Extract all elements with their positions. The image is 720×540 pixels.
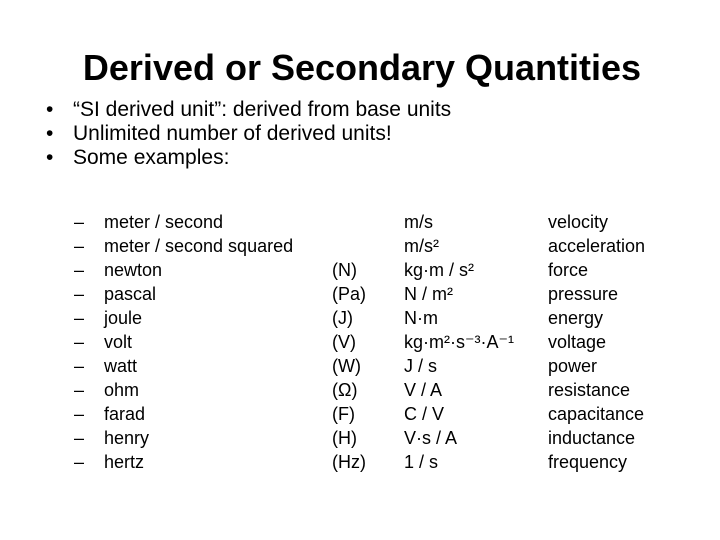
unit-expression: N / m²: [404, 284, 453, 304]
example-row: [0, 282, 720, 306]
dash-marker: –: [74, 284, 85, 304]
unit-symbol: (Ω): [332, 380, 358, 400]
unit-name: farad: [104, 404, 146, 424]
unit-name: pascal: [104, 284, 157, 304]
bullet-dot: •: [46, 98, 54, 121]
example-row: [0, 378, 720, 402]
unit-expression: N·m: [404, 308, 438, 328]
unit-symbol: (Hz): [332, 452, 366, 472]
dash-marker: –: [74, 260, 85, 280]
quantity-name: inductance: [548, 428, 636, 448]
unit-symbol: (J): [332, 308, 353, 328]
unit-expression: m/s²: [404, 236, 439, 256]
unit-expression: C / V: [404, 404, 445, 424]
unit-name: newton: [104, 260, 163, 280]
quantity-name: resistance: [548, 380, 631, 400]
example-row: [0, 210, 720, 234]
example-row: [0, 402, 720, 426]
quantity-name: velocity: [548, 212, 609, 232]
quantity-name: energy: [548, 308, 604, 328]
unit-name: henry: [104, 428, 150, 448]
unit-expression: V / A: [404, 380, 443, 400]
quantity-name: voltage: [548, 332, 607, 352]
unit-name: meter / second squared: [104, 236, 294, 256]
unit-expression: J / s: [404, 356, 438, 376]
quantity-name: acceleration: [548, 236, 646, 256]
bullet-list: [46, 98, 451, 170]
example-row: [0, 234, 720, 258]
unit-name: joule: [104, 308, 143, 328]
examples-table: [0, 210, 720, 474]
dash-marker: –: [74, 380, 85, 400]
quantity-name: pressure: [548, 284, 619, 304]
unit-expression: kg·m²·s⁻³·A⁻¹: [404, 332, 514, 352]
unit-expression: 1 / s: [404, 452, 439, 472]
dash-marker: –: [74, 428, 85, 448]
dash-marker: –: [74, 308, 85, 328]
unit-expression: kg·m / s²: [404, 260, 474, 280]
dash-marker: –: [74, 404, 85, 424]
unit-expression: m/s: [404, 212, 433, 232]
unit-name: hertz: [104, 452, 145, 472]
bullet-item: [46, 122, 451, 146]
bullet-item: [46, 98, 451, 122]
quantity-name: frequency: [548, 452, 628, 472]
bullet-dot: •: [46, 146, 54, 169]
unit-name: volt: [104, 332, 133, 352]
bullet-dot: •: [46, 122, 54, 145]
dash-marker: –: [74, 236, 85, 256]
quantity-name: capacitance: [548, 404, 645, 424]
bullet-text: Some examples:: [73, 146, 230, 169]
example-row: [0, 354, 720, 378]
unit-symbol: (W): [332, 356, 361, 376]
unit-symbol: (H): [332, 428, 357, 448]
quantity-name: force: [548, 260, 589, 280]
quantity-name: power: [548, 356, 598, 376]
example-row: [0, 258, 720, 282]
example-row: [0, 426, 720, 450]
example-row: [0, 450, 720, 474]
example-row: [0, 306, 720, 330]
dash-marker: –: [74, 212, 85, 232]
example-row: [0, 330, 720, 354]
bullet-text: Unlimited number of derived units!: [73, 122, 392, 145]
slide-title: Derived or Secondary Quantities: [82, 47, 642, 88]
dash-marker: –: [74, 356, 85, 376]
unit-name: ohm: [104, 380, 140, 400]
bullet-text: “SI derived unit”: derived from base units: [73, 98, 452, 121]
unit-name: meter / second: [104, 212, 224, 232]
bullet-item: [46, 146, 451, 170]
unit-expression: V·s / A: [404, 428, 458, 448]
unit-symbol: (Pa): [332, 284, 367, 304]
unit-symbol: (N): [332, 260, 357, 280]
dash-marker: –: [74, 332, 85, 352]
unit-symbol: (V): [332, 332, 356, 352]
unit-symbol: (F): [332, 404, 355, 424]
unit-name: watt: [104, 356, 138, 376]
dash-marker: –: [74, 452, 85, 472]
